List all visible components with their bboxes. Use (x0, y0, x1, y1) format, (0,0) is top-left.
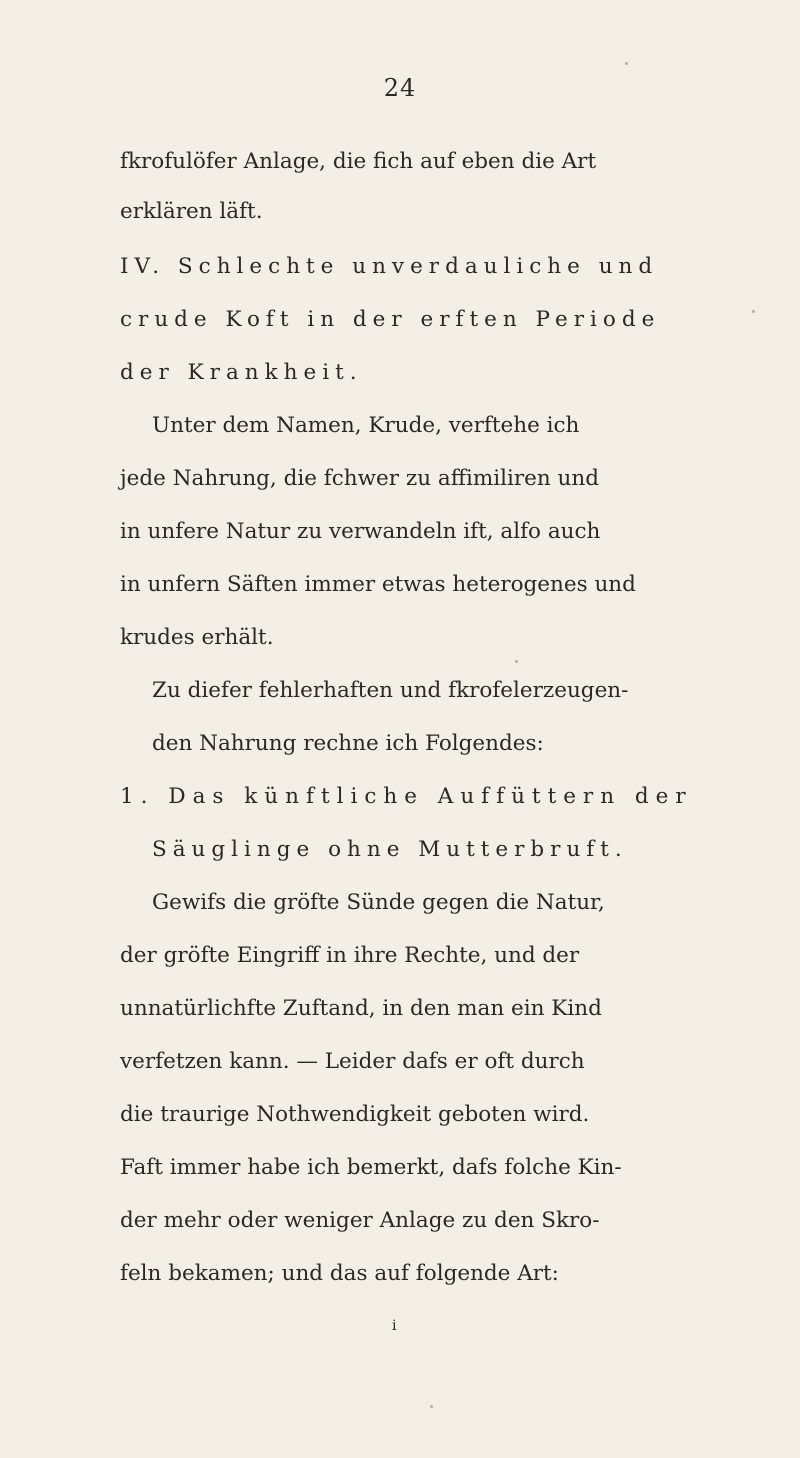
text-line: Zu diefer fehlerhaften und fkrofelerzeugen- (152, 678, 629, 703)
section-heading-line: IV. Schlechte unverdauliche und (120, 254, 659, 279)
text-line: feln bekamen; und das auf folgende Art: (120, 1261, 559, 1286)
paper-speck (752, 310, 755, 313)
text-line: den Nahrung rechne ich Folgendes: (152, 731, 544, 756)
text-line: jede Nahrung, die fchwer zu affimiliren und (120, 466, 600, 491)
text-line: in unfere Natur zu verwandeln ift, alfo auch (120, 519, 601, 544)
text-line: die traurige Nothwendigkeit geboten wird. (120, 1102, 590, 1127)
section-heading-line: Säuglinge ohne Mutterbruft. (152, 837, 628, 862)
text-line: unnatürlichfte Zuftand, in den man ein Kind (120, 996, 602, 1021)
text-line: Faft immer habe ich bemerkt, dafs folche Kin- (120, 1155, 622, 1180)
text-line: krudes erhält. (120, 625, 274, 650)
section-heading-line: crude Koft in der erften Periode (120, 307, 661, 332)
page-number: 24 (383, 74, 417, 102)
paper-speck (430, 1405, 433, 1408)
text-line: Unter dem Namen, Krude, verftehe ich (152, 413, 580, 438)
paper-speck (625, 62, 628, 65)
text-line: der mehr oder weniger Anlage zu den Skro- (120, 1208, 600, 1233)
text-line: der gröfte Eingriff in ihre Rechte, und der (120, 943, 580, 968)
text-line: fkrofulöfer Anlage, die fich auf eben die Art (120, 149, 597, 174)
text-line: Gewifs die gröfte Sünde gegen die Natur, (152, 890, 605, 915)
text-line: verfetzen kann. — Leider dafs er oft durch (120, 1049, 585, 1074)
footer-mark: i (392, 1318, 397, 1334)
text-line: erklären läft. (120, 199, 263, 224)
paper-speck (515, 660, 518, 663)
text-line: in unfern Säften immer etwas heterogenes und (120, 572, 636, 597)
section-heading-line: 1. Das künftliche Auffüttern der (120, 784, 693, 809)
section-heading-line: der Krankheit. (120, 360, 363, 385)
